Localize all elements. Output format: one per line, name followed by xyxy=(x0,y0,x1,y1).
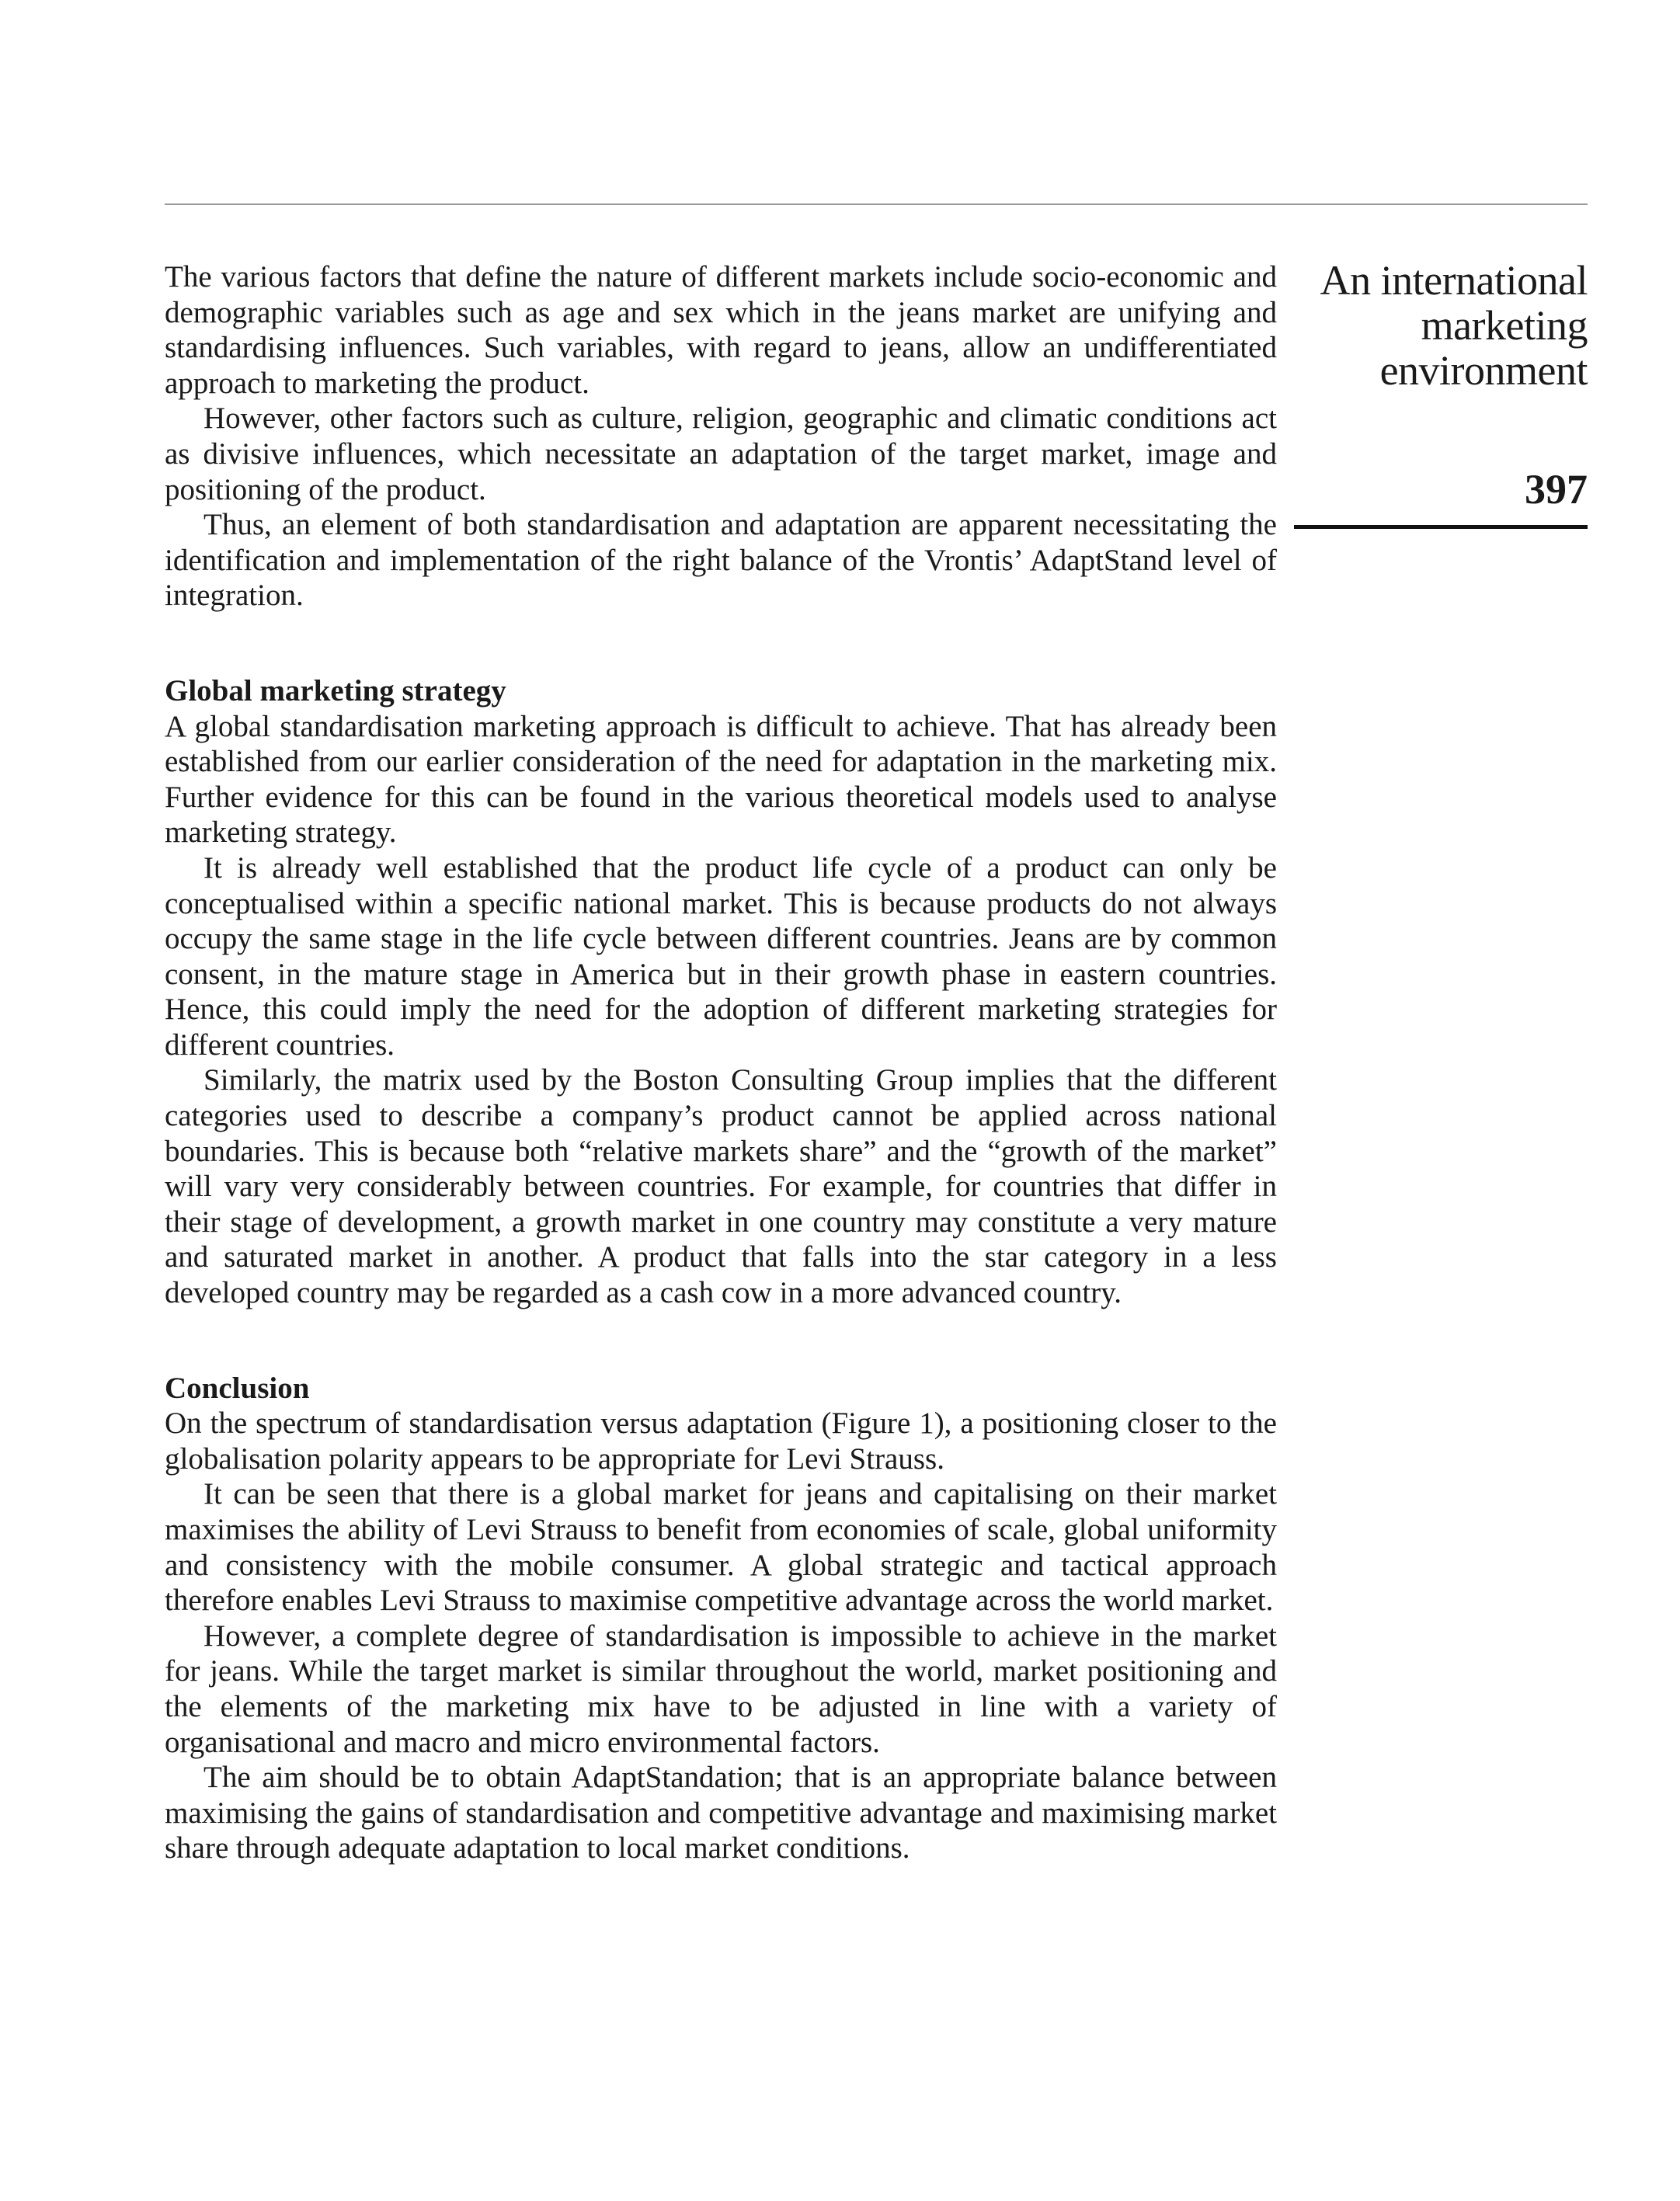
paragraph: Thus, an element of both standardisation and adaptation are apparent necessitating the identification and implementation of the right balance of the Vrontis’ AdaptStand level of integration. xyxy=(165,508,1277,613)
section-heading: Global marketing strategy xyxy=(165,673,506,708)
running-head xyxy=(1282,258,1588,393)
paragraph: A global standardisation marketing approach is difficult to achieve. That has already been established from our earlier consideration of the need for adaptation in the marketing mix. Further evidence for this can be found in the various theoretical models used to analyse marketing strategy. xyxy=(165,709,1277,850)
section-spacer xyxy=(165,1311,1277,1371)
section-spacer xyxy=(165,614,1277,673)
global-strategy-section xyxy=(165,673,1277,1311)
page-number: 397 xyxy=(1525,466,1588,513)
running-head-line: An international xyxy=(1320,257,1588,304)
conclusion-section xyxy=(165,1371,1277,1866)
paragraph: The various factors that define the nature of different markets include socio-economic and demographic variables such as age and sex which in the jeans market are unifying and standardising influences. Such variables, with regard to jeans, allow an undifferentiated approach to marketing the product. xyxy=(165,260,1277,400)
body-column xyxy=(165,259,1277,1866)
section-heading: Conclusion xyxy=(165,1371,310,1405)
paragraph: It can be seen that there is a global market for jeans and capitalising on their market maximises the ability of Levi Strauss to benefit from economies of scale, global uniformity and consistency with the mobile consumer. A global strategic and tactical approach therefore enables Levi Strauss to maximise competitive advantage across the world market. xyxy=(165,1477,1277,1618)
paragraph: However, other factors such as culture, religion, geographic and climatic conditions act as divisive influences, which necessitate an adaptation of the target market, image and positioning of the product. xyxy=(165,402,1277,506)
paragraph: On the spectrum of standardisation versus adaptation (Figure 1), a positioning closer to the globalisation polarity appears to be appropriate for Levi Strauss. xyxy=(165,1406,1277,1476)
intro-section xyxy=(165,259,1277,614)
running-head-line: marketing xyxy=(1421,302,1588,349)
paragraph: The aim should be to obtain AdaptStandation; that is an appropriate balance between maximising the gains of standardisation and competitive advantage and maximising market share through adequate adaptation to local market conditions. xyxy=(165,1761,1277,1865)
header-rule xyxy=(165,203,1588,205)
paragraph: It is already well established that the product life cycle of a product can only be conceptualised within a specific national market. This is because products do not always occupy the same stage in the life cycle between different countries. Jeans are by common consent, in the mature stage in America but in their growth phase in eastern countries. Hence, this could imply the need for the adoption of different marketing strategies for different countries. xyxy=(165,850,1277,1062)
paragraph: However, a complete degree of standardisation is impossible to achieve in the market for jeans. While the target market is similar throughout the world, market positioning and the elements of the marketing mix have to be adjusted in line with a variety of organisational and macro and micro environmental factors. xyxy=(165,1619,1277,1759)
running-head-line: environment xyxy=(1379,347,1588,394)
page-number-rule xyxy=(1294,525,1588,529)
paragraph: Similarly, the matrix used by the Boston Consulting Group implies that the different categories used to describe a company’s product cannot be applied across national boundaries. This is because both “relative markets share” and the “growth of the market” will vary very considerably between countries. For example, for countries that differ in their stage of development, a growth market in one country may constitute a very mature and saturated market in another. A product that falls into the star category in a less developed country may be regarded as a cash cow in a more advanced country. xyxy=(165,1063,1277,1310)
